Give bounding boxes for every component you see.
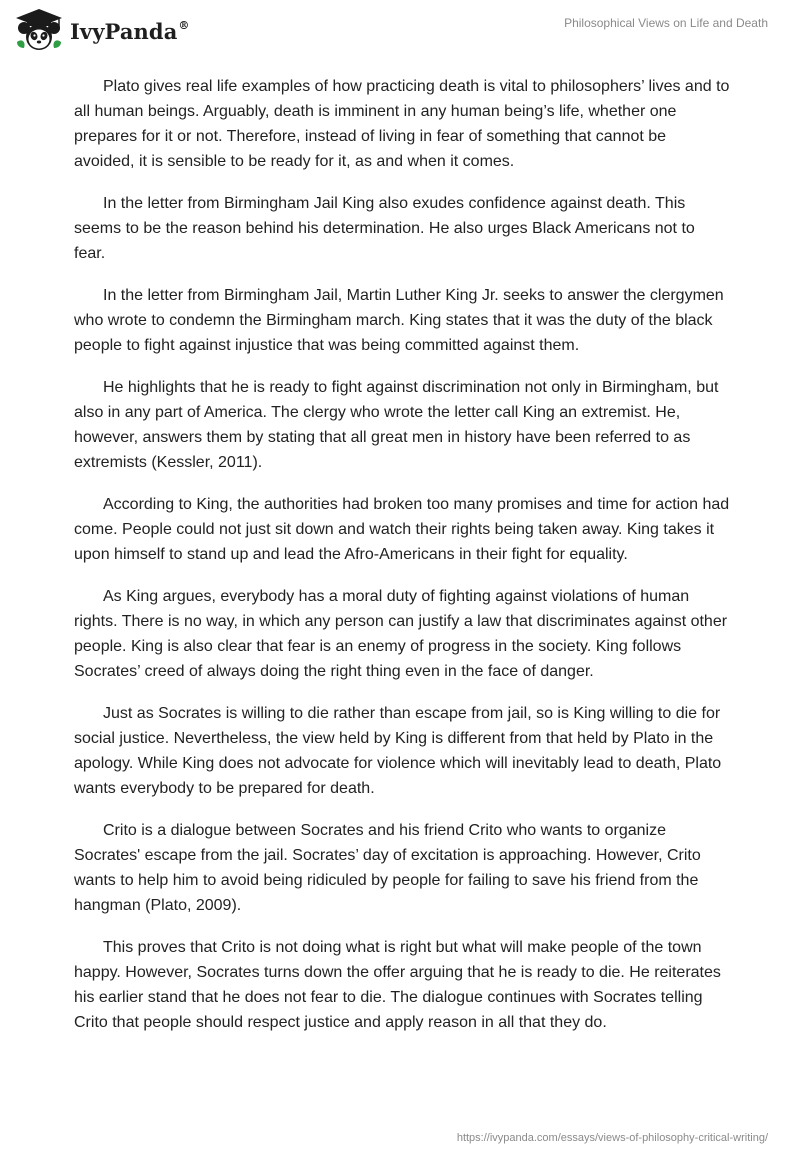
brand-logo[interactable] <box>14 8 190 52</box>
brand-name <box>70 19 190 44</box>
source-url[interactable]: https://ivypanda.com/essays/views-of-philosophy-critical-writing/ <box>456 1132 768 1144</box>
paragraph: According to King, the authorities had broken too many promises and time for action had come. People could not just sit down and watch their rights being taken away. King takes it upon himself to stand up and lead the Afro-Americans in their fight for equality. <box>74 496 730 563</box>
document-title: Philosophical Views on Life and Death <box>564 16 768 30</box>
paragraph: Crito is a dialogue between Socrates and his friend Crito who wants to organize Socrates' escape from the jail. Socrates’ day of excitation is approaching. However, Crito wants to help him to avoid being ridiculed by people for failing to save his friend from the hangman (Plato, 2009). <box>74 822 701 914</box>
brand-name-text: IvyPanda <box>70 18 178 44</box>
paragraph: In the letter from Birmingham Jail King also exudes confidence against death. This seems to be the reason behind his determination. He also urges Black Americans not to fear. <box>74 195 695 262</box>
paragraph: As King argues, everybody has a moral duty of fighting against violations of human rights. There is no way, in which any person can justify a law that discriminates against other people. King is also clear that fear is an enemy of progress in the society. King follows Socrates’ creed of always doing the right thing even in the face of danger. <box>74 588 728 680</box>
paragraph: Just as Socrates is willing to die rather than escape from jail, so is King willing to die for social justice. Nevertheless, the view held by King is different from that held by Plato in the apology. While King does not advocate for violence which will inevitably lead to death, Plato wants everybody to be prepared for death. <box>74 705 722 797</box>
paragraph: Plato gives real life examples of how practicing death is vital to philosophers’ lives and to all human beings. Arguably, death is imminent in any human being’s life, whether one prepares for it or not. Therefore, instead of living in fear of something that cannot be avoided, it is sensible to be ready for it, as and when it comes. <box>74 78 730 170</box>
paragraph: In the letter from Birmingham Jail, Martin Luther King Jr. seeks to answer the clergymen who wrote to condemn the Birmingham march. King states that it was the duty of the black people to fight against injustice that was being committed against them. <box>74 287 724 354</box>
panda-graduation-cap-icon <box>14 8 64 52</box>
registered-mark: ® <box>178 18 190 32</box>
page-header <box>0 0 800 60</box>
essay-body <box>74 74 730 1052</box>
paragraph: This proves that Crito is not doing what is right but what will make people of the town happy. However, Socrates turns down the offer arguing that he is ready to die. He reiterates his earlier stand that he does not fear to die. The dialogue continues with Socrates telling Crito that people should respect justice and apply reason in all that they do. <box>74 939 721 1031</box>
paragraph: He highlights that he is ready to fight against discrimination not only in Birmingham, but also in any part of America. The clergy who wrote the letter call King an extremist. He, however, answers them by stating that all great men in history have been referred to as extremists (Kessler, 2011). <box>74 379 719 471</box>
